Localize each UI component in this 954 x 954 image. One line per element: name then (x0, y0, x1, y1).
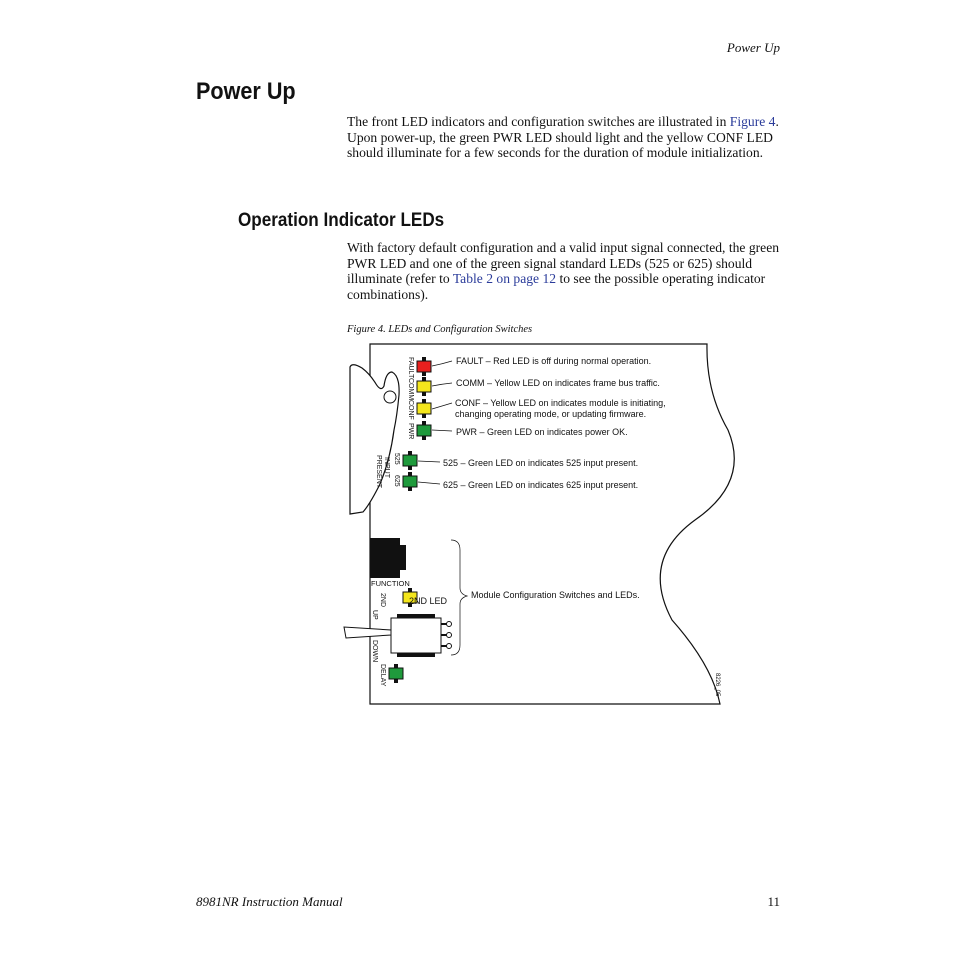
label-625: 625 (393, 475, 400, 487)
conf-callout-line1: CONF – Yellow LED on indicates module is initiating, (455, 398, 666, 408)
callout-625: 625 – Green LED on indicates 625 input present. (443, 480, 639, 490)
lever-pivot (384, 391, 396, 403)
drawing-number: 8226_05 (714, 673, 720, 697)
pwr-led (417, 421, 431, 440)
conf-callout-line2: changing operating mode, or updating firmware. (455, 409, 647, 419)
subsection-title: Operation Indicator LEDs (238, 210, 445, 231)
comm-callout: COMM – Yellow LED on indicates frame bus traffic. (456, 378, 660, 388)
paragraph-text: to see the possible operating indicator combinations). (347, 271, 766, 303)
second-led-callout: 2ND LED (409, 596, 448, 606)
present-label: PRESENT (375, 455, 382, 489)
function-label: FUNCTION (371, 579, 410, 588)
toggle-switch (344, 614, 452, 657)
comm-label: COMM (407, 378, 414, 401)
delay-label: DELAY (379, 664, 386, 687)
section-title: Power Up (196, 78, 296, 105)
input-label: INPUT (383, 457, 390, 478)
second-label: 2ND (379, 593, 386, 608)
module-config-callout: Module Configuration Switches and LEDs. (471, 590, 640, 600)
conf-label: CONF (407, 400, 414, 420)
conf-led (417, 399, 431, 418)
paragraph-text: With factory default configuration and a valid input signal connected, the green PWR LED and one of the green signal standard LEDs (525 or 625) should illuminate (refer to (347, 240, 780, 287)
callout-525: 525 – Green LED on indicates 525 input present. (443, 458, 639, 468)
up-label: UP (371, 610, 378, 620)
led-625 (403, 472, 417, 491)
label-525: 525 (393, 453, 400, 465)
footer-manual-title: 8981NR Instruction Manual (196, 894, 343, 909)
fault-label: FAULT (407, 357, 414, 379)
led-525 (403, 451, 417, 470)
figure-4-link[interactable]: Figure 4 (729, 114, 776, 129)
running-header: Power Up (726, 40, 780, 55)
paragraph-text: . Upon power-up, the green PWR LED should light and the yellow CONF LED should illuminate for a few seconds for the duration of module initialization. (347, 114, 779, 161)
delay-led (389, 664, 403, 683)
figure-caption: Figure 4. LEDs and Configuration Switches (347, 324, 533, 335)
pwr-label: PWR (407, 423, 414, 440)
paragraph-text: The front LED indicators and configuration switches are illustrated in (347, 114, 730, 129)
comm-led (417, 377, 431, 396)
down-label: DOWN (371, 640, 378, 663)
fault-led (417, 357, 431, 376)
fault-callout: FAULT – Red LED is off during normal operation. (456, 356, 652, 366)
ejector-lever (350, 365, 399, 514)
page-number: 11 (767, 894, 780, 909)
function-switch (370, 538, 406, 578)
config-brace (451, 540, 467, 655)
pwr-callout: PWR – Green LED on indicates power OK. (456, 427, 628, 437)
table-2-link[interactable]: Table 2 on page 12 (452, 271, 557, 287)
